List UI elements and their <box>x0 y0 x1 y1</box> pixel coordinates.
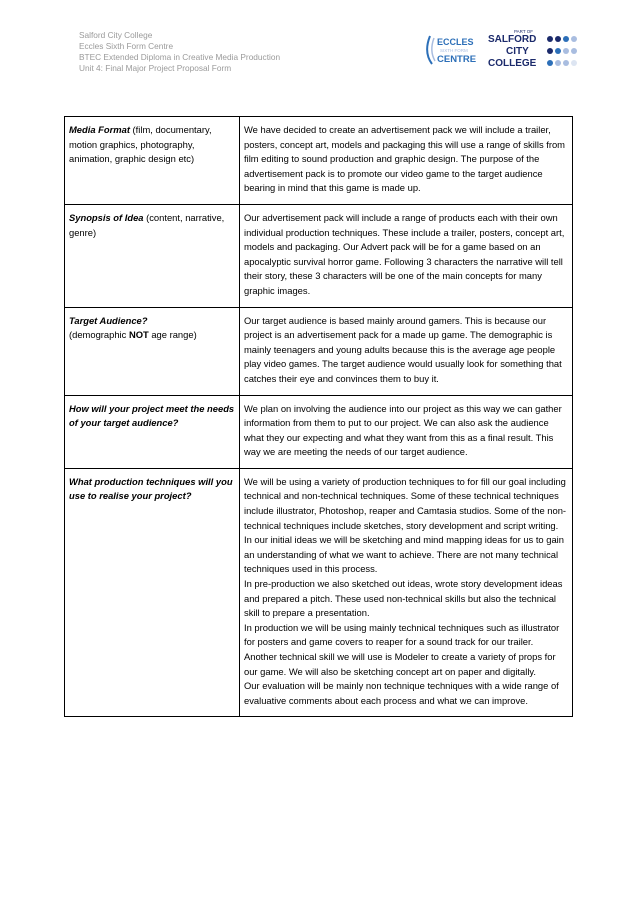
header-line-college: Salford City College <box>79 30 153 40</box>
answer-cell <box>240 204 573 307</box>
question-cell <box>65 307 240 395</box>
proposal-form-table <box>64 116 573 717</box>
question-label: How will your project meet the needs of your target audience? <box>69 402 235 429</box>
answer-paragraph: We plan on involving the audience into our project as this way we can gather information from them to put to our project. We can also ask the audience what they our expecting and what they want from this as a final result. This way we are meeting the needs of our target audience. <box>244 402 562 458</box>
header-line-centre: Eccles Sixth Form Centre <box>79 41 174 51</box>
salford-city-college-logo <box>488 26 580 72</box>
answer-paragraph: In pre-production we also sketched out ideas, wrote story development ideas and prepared a pitch. These used non-technical skills but also the technical skill to prepare a presentation. <box>244 578 563 619</box>
eccles-centre-logo <box>424 32 486 68</box>
table-row-target-audience <box>65 307 573 395</box>
answer-paragraph: In production we will be using mainly technical techniques such as illustrator for posters and game covers to reaper for a sound track for our trailer. Another technical skill we will use is Modeler to create a variety of props for our game. We will also be sketching concept art on paper and digitally. <box>244 621 560 677</box>
answer-paragraph: Our advertisement pack will include a range of products each with their own individual production techniques. These include a trailer, posters, concept art, models and packaging. Our Advert pack will be for a game based on an apocalyptic survival horror game. Following 3 characters the narrative will tell their story, these 3 characters will be one of the main concepts for many graphic images. <box>244 211 565 296</box>
question-hint: (film, documentary, motion graphics, photography, animation, graphic design etc) <box>69 124 212 165</box>
salford-logo-line3: COLLEGE <box>488 58 537 69</box>
question-cell <box>65 395 240 468</box>
eccles-logo-line3: CENTRE <box>437 54 477 65</box>
answer-paragraph: In our initial ideas we will be sketching and mind mapping ideas for us to gain an understanding of what we want to achieve. There are not many technical techniques used in this process. <box>244 534 564 575</box>
question-label: Target Audience? <box>69 314 148 326</box>
answer-paragraph: We have decided to create an advertisement pack we will include a trailer, posters, concept art, models and packaging this will use a range of skills from film editing to sound production and graphic design. The purpose of the advertisement pack is to promote our video game to the target audience bearing in mind that this game is made up. <box>244 124 565 194</box>
question-hint: (content, narrative, genre) <box>69 211 225 238</box>
question-hint-post: age range) <box>148 329 197 341</box>
answer-cell <box>240 117 573 205</box>
header-line-course: BTEC Extended Diploma in Creative Media Production <box>79 52 281 62</box>
answer-paragraph: Our evaluation will be mainly non technique techniques with a wide range of evaluative comments about each process and what we can improve. <box>244 680 559 706</box>
salford-logo-line2: CITY <box>506 46 529 57</box>
table-row-media-format <box>65 117 573 205</box>
answer-paragraph: Our target audience is based mainly around gamers. This is because our project is an advertisement pack for a made up game. The demographic is mainly teenagers and young adults because this is the average age people play video games. The target audience would usually look for something that catches their eye and convinces them to buy it. <box>244 314 562 384</box>
eccles-logo-line1: ECCLES <box>437 37 474 47</box>
header-line-unit: Unit 4: Final Major Project Proposal Form <box>79 63 232 73</box>
question-hint-pre: (demographic <box>69 329 129 341</box>
question-cell <box>65 117 240 205</box>
answer-cell <box>240 307 573 395</box>
table-row-synopsis <box>65 204 573 307</box>
question-label: Synopsis of Idea <box>69 211 144 223</box>
table-row-audience-needs <box>65 395 573 468</box>
question-cell <box>65 468 240 717</box>
answer-cell <box>240 395 573 468</box>
eccles-logo-line2: SIXTH FORM <box>440 48 468 53</box>
answer-paragraph: We will be using a variety of production techniques to for fill our goal including technical and non-technical techniques. Some of these technical techniques include illustrator, Photoshop, reaper and Camtasia studios. Some of the non-technical techniques include sketches, story development and script writing. <box>244 475 567 531</box>
document-header <box>79 30 280 74</box>
table-row-production-techniques <box>65 468 573 717</box>
salford-logo-part-of: PART OF <box>514 29 534 34</box>
question-label: Media Format <box>69 124 130 135</box>
question-cell <box>65 204 240 307</box>
question-hint-emphasis: NOT <box>128 329 149 341</box>
answer-cell <box>240 468 573 717</box>
salford-logo-line1: SALFORD <box>488 34 537 45</box>
question-label: What production techniques will you use to realise your project? <box>69 475 233 502</box>
